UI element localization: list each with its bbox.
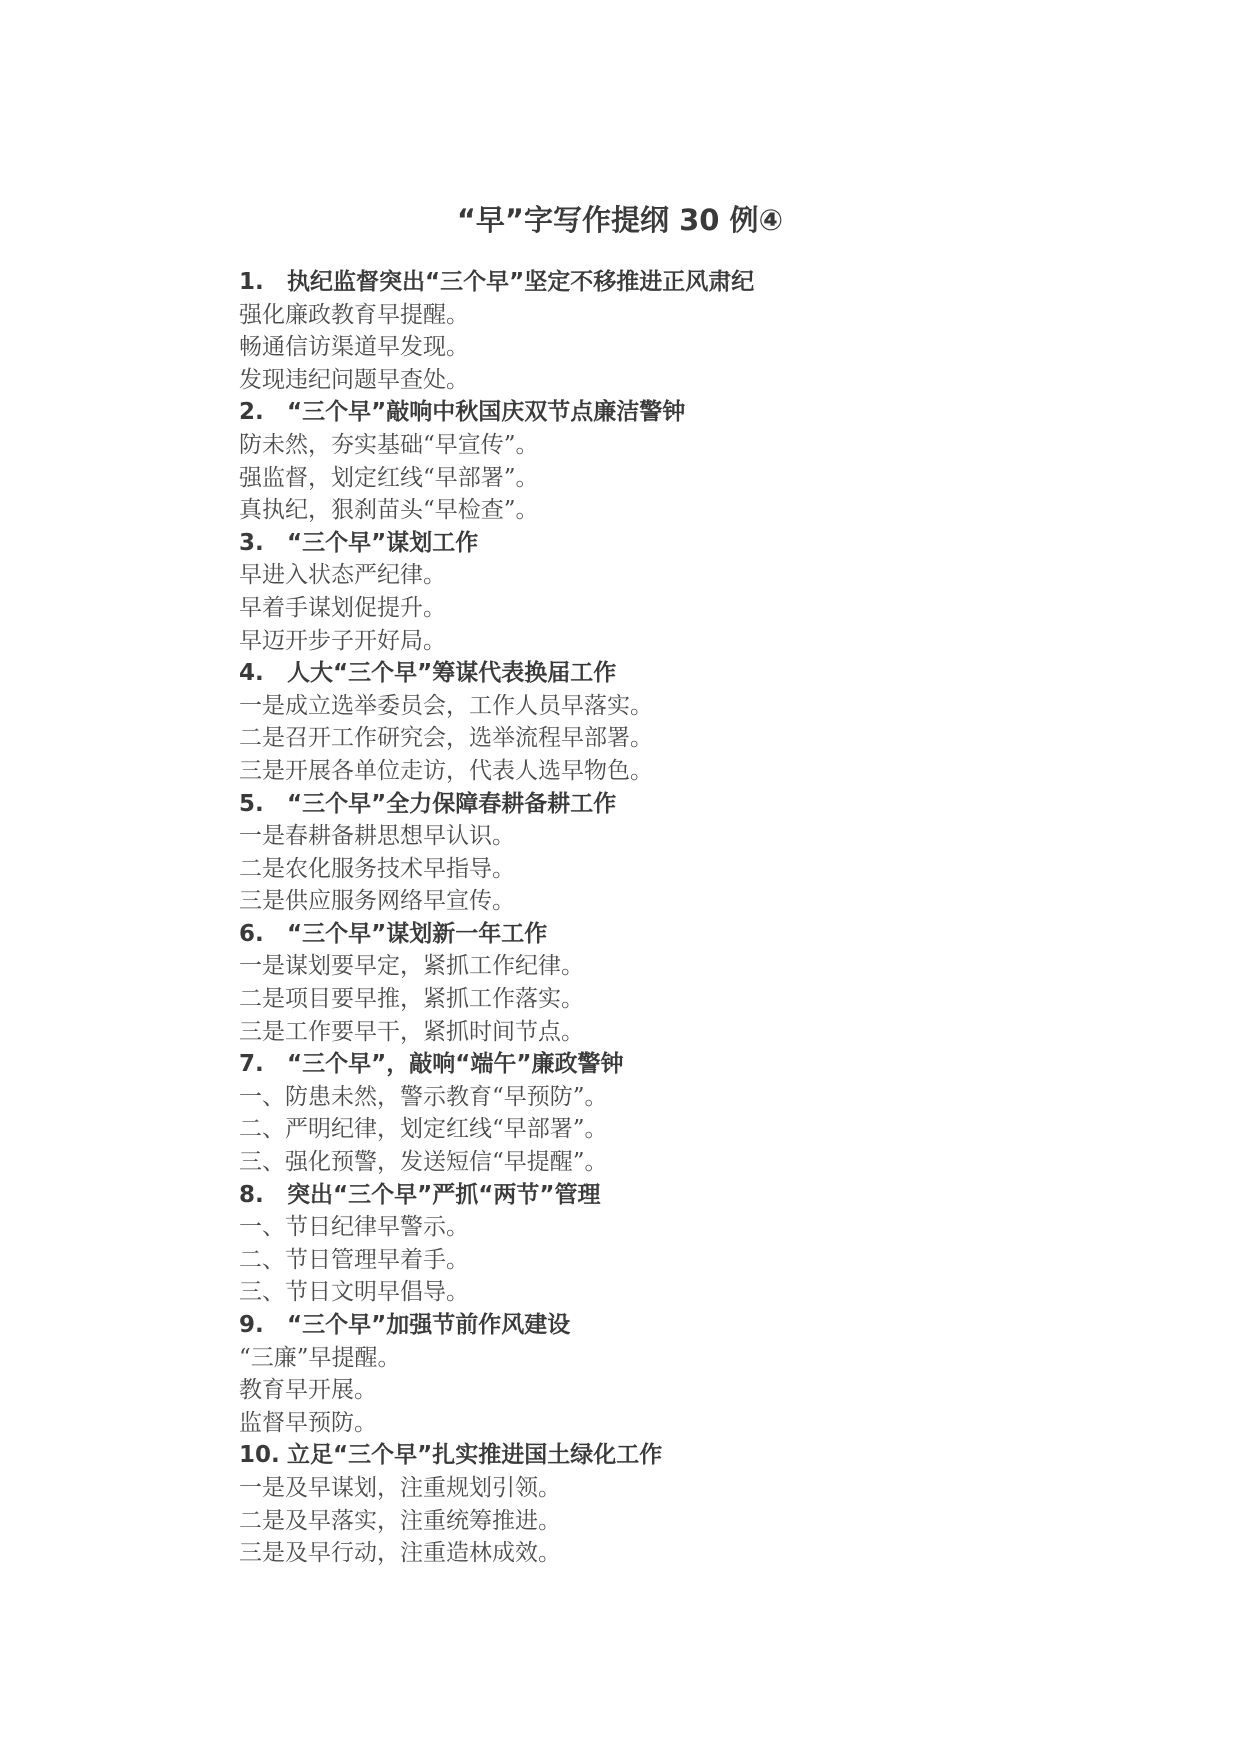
section-heading-text: 突出“三个早”严抓“两节”管理: [287, 1181, 601, 1208]
section-line: 三是及早行动，注重造林成效。: [239, 1540, 561, 1567]
section-line: 二是召开工作研究会，选举流程早部署。: [239, 725, 653, 752]
section-heading: [239, 396, 1139, 429]
outline-section: [239, 396, 1139, 526]
section-line: 三、强化预警，发送短信“早提醒”。: [239, 1149, 608, 1176]
outline-section: [239, 657, 1139, 787]
section-line: 发现违纪问题早查处。: [239, 366, 469, 393]
section-heading: [239, 527, 1139, 560]
section-number: 1.: [239, 269, 264, 295]
section-heading: [239, 1048, 1139, 1081]
section-heading: [239, 1439, 1139, 1472]
section-line: 畅通信访渠道早发现。: [239, 334, 469, 361]
section-heading-text: 立足“三个早”扎实推进国土绿化工作: [287, 1442, 663, 1469]
section-number: 7.: [239, 1051, 264, 1078]
section-line: 一是谋划要早定，紧抓工作纪律。: [239, 953, 584, 980]
section-number: 6.: [239, 920, 264, 947]
section-line: 一是春耕备耕思想早认识。: [239, 823, 515, 850]
section-number: 2.: [239, 399, 264, 426]
section-line: 一是及早谋划，注重规划引领。: [239, 1474, 561, 1501]
section-number: 9.: [239, 1312, 264, 1338]
section-number: 8.: [239, 1181, 264, 1208]
section-line: 早进入状态严纪律。: [239, 562, 446, 589]
section-heading: [239, 1309, 1139, 1342]
section-heading-text: 人大“三个早”筹谋代表换届工作: [287, 660, 617, 687]
section-line: 三是工作要早干，紧抓时间节点。: [239, 1018, 584, 1045]
section-line: 强化廉政教育早提醒。: [239, 301, 469, 328]
section-line: 三是开展各单位走访，代表人选早物色。: [239, 757, 653, 784]
section-line: 二、严明纪律，划定红线“早部署”。: [239, 1116, 608, 1143]
section-heading-text: “三个早”加强节前作风建设: [287, 1312, 571, 1338]
section-line: 强监督，划定红线“早部署”。: [239, 464, 539, 491]
section-line: 监督早预防。: [239, 1409, 377, 1436]
section-line: 二、节日管理早着手。: [239, 1246, 469, 1273]
section-line: “三廉”早提醒。: [239, 1344, 401, 1371]
section-heading: [239, 918, 1139, 951]
section-heading-text: “三个早”，敲响“端午”廉政警钟: [287, 1051, 624, 1078]
section-heading-text: “三个早”全力保障春耕备耕工作: [287, 790, 617, 817]
outline-section: [239, 1048, 1139, 1178]
section-heading: [239, 788, 1139, 821]
outline-section: [239, 1439, 1139, 1569]
section-line: 三是供应服务网络早宣传。: [239, 888, 515, 915]
section-line: 早迈开步子开好局。: [239, 627, 446, 654]
section-heading-text: “三个早”谋划新一年工作: [287, 920, 548, 947]
outline-section: [239, 918, 1139, 1048]
section-number: 3.: [239, 529, 264, 556]
section-line: 真执纪，狠刹苗头“早检查”。: [239, 497, 539, 524]
section-heading: [239, 1179, 1139, 1212]
section-number: 5.: [239, 790, 264, 817]
section-heading: [239, 657, 1139, 690]
page-title: “早”字写作提纲 30 例④: [456, 203, 784, 237]
outline-section: [239, 1309, 1139, 1439]
section-number: 4.: [239, 660, 264, 687]
section-line: 教育早开展。: [239, 1377, 377, 1404]
outline-section: [239, 788, 1139, 918]
section-line: 一、节日纪律早警示。: [239, 1214, 469, 1241]
section-line: 二是农化服务技术早指导。: [239, 855, 515, 882]
outline-section: [239, 1179, 1139, 1309]
section-line: 早着手谋划促提升。: [239, 594, 446, 621]
section-heading-text: “三个早”谋划工作: [287, 529, 479, 556]
section-heading: [239, 266, 1139, 299]
section-heading-text: 执纪监督突出“三个早”坚定不移推进正风肃纪: [287, 269, 755, 295]
section-line: 二是项目要早推，紧抓工作落实。: [239, 986, 584, 1013]
outline-list: [239, 266, 1139, 1570]
section-line: 一是成立选举委员会，工作人员早落实。: [239, 692, 653, 719]
section-line: 一、防患未然，警示教育“早预防”。: [239, 1083, 608, 1110]
section-line: 防未然，夯实基础“早宣传”。: [239, 431, 539, 458]
section-heading-text: “三个早”敲响中秋国庆双节点廉洁警钟: [287, 399, 686, 426]
section-line: 二是及早落实，注重统筹推进。: [239, 1507, 561, 1534]
outline-section: [239, 266, 1139, 396]
section-line: 三、节日文明早倡导。: [239, 1279, 469, 1306]
outline-section: [239, 527, 1139, 657]
section-number: 10.: [239, 1442, 280, 1469]
